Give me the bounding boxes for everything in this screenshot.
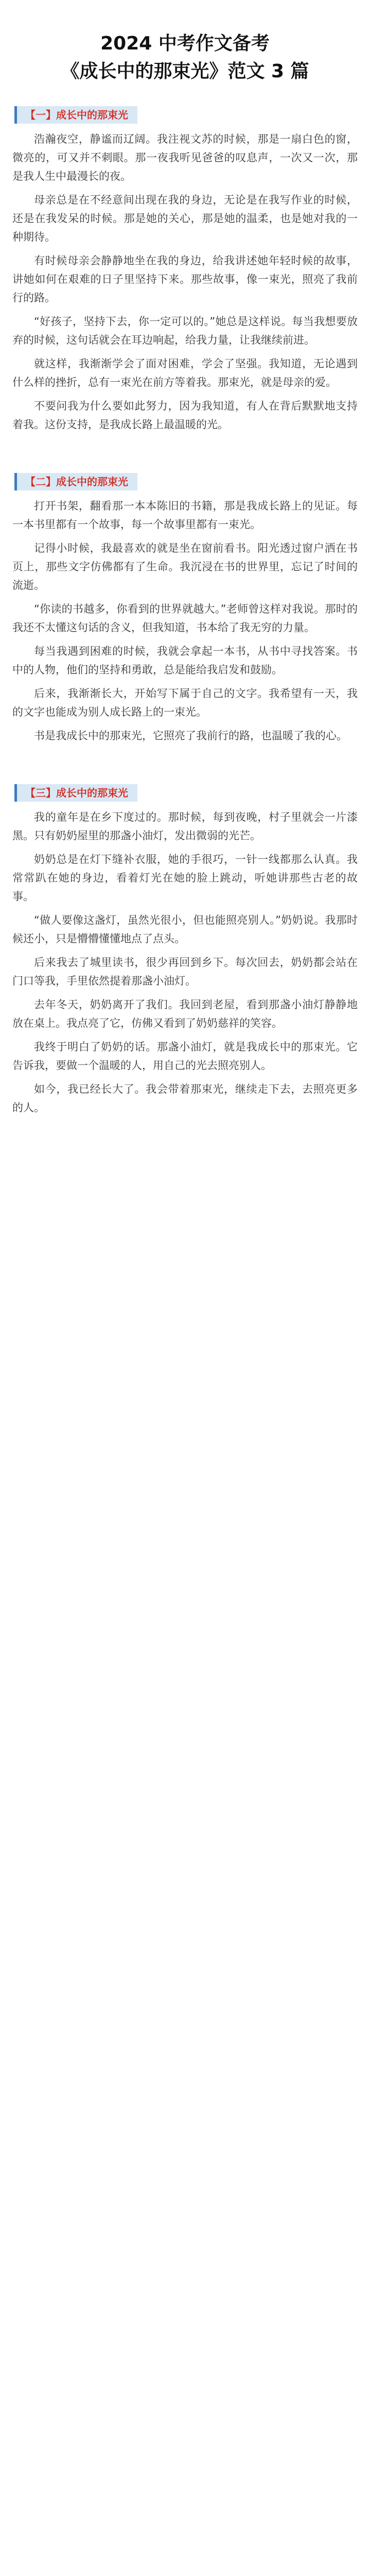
paragraph: 我的童年是在乡下度过的。那时候，每到夜晚，村子里就会一片漆黑。只有奶奶屋里的那盏小油灯，发出微弱的光芒。 xyxy=(12,811,358,842)
section-2 xyxy=(12,460,358,745)
paragraph: 不要问我为什么要如此努力，因为我知道，有人在背后默默地支持着我。这份支持，是我成长路上最温暖的光。 xyxy=(12,400,358,431)
paragraph: 记得小时候，我最喜欢的就是坐在窗前看书。阳光透过窗户洒在书页上，那些文字仿佛都有了生命。我沉浸在书的世界里，忘记了时间的流逝。 xyxy=(12,542,358,591)
section-heading: 【一】成长中的那束光 xyxy=(14,106,137,124)
paragraph: 去年冬天，奶奶离开了我们。我回到老屋，看到那盏小油灯静静地放在桌上。我点亮了它，仿佛又看到了奶奶慈祥的笑容。 xyxy=(12,998,358,1029)
paragraph: 母亲总是在不经意间出现在我的身边，无论是在我写作业的时候，还是在我发呆的时候。那是她的关心，那是她的温柔，也是她对我的一种期待。 xyxy=(12,194,358,243)
document-title xyxy=(21,30,349,86)
spacer xyxy=(12,750,358,771)
paragraph: 书是我成长中的那束光，它照亮了我前行的路，也温暖了我的心。 xyxy=(34,730,347,742)
paragraph: 就这样，我渐渐学会了面对困难，学会了坚强。我知道，无论遇到什么样的挫折，总有一束光在前方等着我。那束光，就是母亲的爱。 xyxy=(12,358,358,388)
paragraph: 有时候母亲会静静地坐在我的身边，给我讲述她年轻时候的故事，讲她如何在艰难的日子里坚持下来。那些故事，像一束光，照亮了我前行的路。 xyxy=(12,255,358,304)
paragraph: 奶奶总是在灯下缝补衣服，她的手很巧，一针一线都那么认真。我常常趴在她的身边，看着灯光在她的脸上跳动，听她讲那些古老的故事。 xyxy=(12,853,358,903)
title-line-1: 2024 中考作文备考 xyxy=(100,33,270,54)
paragraph: 如今，我已经长大了。我会带着那束光，继续走下去，去照亮更多的人。 xyxy=(12,1083,358,1114)
spacer xyxy=(12,439,358,460)
paragraph: “你读的书越多，你看到的世界就越大。”老师曾这样对我说。那时的我还不太懂这句话的含义，但我知道，书本给了我无穷的力量。 xyxy=(12,603,358,634)
article-body xyxy=(0,93,370,1143)
page xyxy=(0,0,370,1143)
paragraph: 我终于明白了奶奶的话。那盏小油灯，就是我成长中的那束光。它告诉我，要做一个温暖的人，用自己的光去照亮别人。 xyxy=(12,1041,358,1072)
paragraph: “做人要像这盏灯，虽然光很小，但也能照亮别人。”奶奶说。我那时候还小，只是懵懵懂懂地点了点头。 xyxy=(12,914,358,945)
section-heading: 【二】成长中的那束光 xyxy=(14,473,137,490)
section-3 xyxy=(12,771,358,1117)
section-heading: 【三】成长中的那束光 xyxy=(14,784,137,802)
paragraph: 打开书架，翻看那一本本陈旧的书籍，那是我成长路上的见证。每一本书里都有一个故事，每一个故事里都有一束光。 xyxy=(12,500,358,531)
paragraph: 后来我去了城里读书，很少再回到乡下。每次回去，奶奶都会站在门口等我，手里依然提着那盏小油灯。 xyxy=(12,956,358,987)
title-block xyxy=(0,0,370,93)
section-1 xyxy=(12,93,358,434)
paragraph: 每当我遇到困难的时候，我就会拿起一本书，从书中寻找答案。书中的人物，他们的坚持和勇敢，总是能给我启发和鼓励。 xyxy=(12,645,358,676)
paragraph: 浩瀚夜空，静谧而辽阔。我注视文苏的时候，那是一扇白色的窗，微亮的，可又并不刺眼。那一夜我听见爸爸的叹息声，一次又一次，那是我人生中最漫长的夜。 xyxy=(12,133,358,182)
paragraph: 后来，我渐渐长大，开始写下属于自己的文字。我希望有一天，我的文字也能成为别人成长路上的一束光。 xyxy=(12,687,358,718)
title-line-2: 《成长中的那束光》范文 3 篇 xyxy=(61,61,309,82)
paragraph: “好孩子，坚持下去，你一定可以的。”她总是这样说。每当我想要放弃的时候，这句话就会在耳边响起，给我力量，让我继续前进。 xyxy=(12,315,358,346)
